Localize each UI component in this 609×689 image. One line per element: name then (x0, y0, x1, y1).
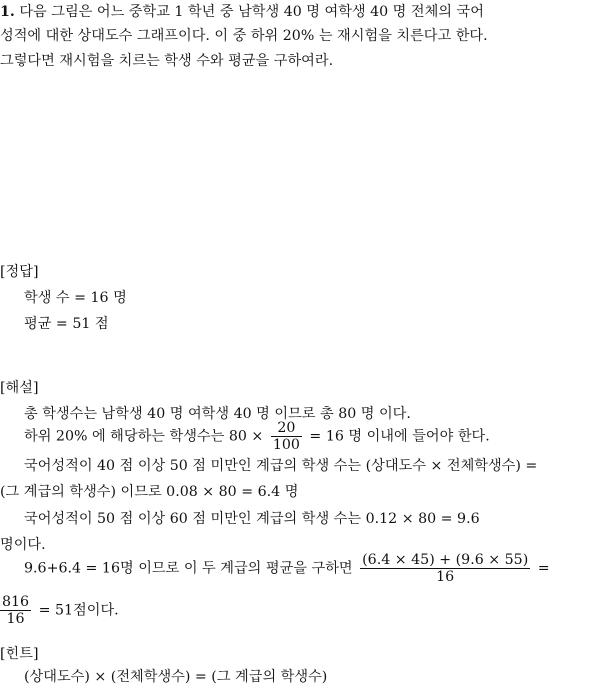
explanation-line-4: (그 계급의 학생수) 이므로 0.08 × 80 = 6.4 명 (0, 484, 299, 500)
fraction-numerator: (6.4 × 45) + (9.6 × 55) (362, 552, 529, 568)
explanation-heading: [해설] (0, 380, 39, 396)
explanation-line-2 (24, 420, 490, 453)
fraction-denominator: 16 (436, 569, 455, 585)
hint-line: (상대도수) × (전체학생수) = (그 계급의 학생수) (24, 669, 328, 685)
explanation-line-7-post: = (537, 560, 550, 577)
answer-average: 평균 = 51 점 (24, 316, 109, 332)
fraction-denominator: 100 (272, 437, 300, 453)
fraction-20-over-100 (271, 420, 302, 453)
explanation-line-8 (0, 594, 119, 627)
fraction-weighted-sum-over-16 (360, 552, 530, 585)
question-line-2: 성적에 대한 상대도수 그래프이다. 이 중 하위 20% 는 재시험을 치른다고 한다. (0, 28, 488, 44)
explanation-line-7 (24, 552, 550, 585)
explanation-line-5: 국어성적이 50 점 이상 60 점 미만인 계급의 학생 수는 0.12 × 80 = 9.6 (24, 511, 480, 527)
answer-student-count: 학생 수 = 16 명 (24, 290, 127, 306)
question-line-3: 그렇다면 재시험을 치르는 학생 수와 평균을 구하여라. (0, 53, 334, 69)
fraction-numerator: 20 (271, 420, 302, 437)
answer-heading: [정답] (0, 264, 39, 280)
explanation-line-1: 총 학생수는 남학생 40 명 여학생 40 명 이므로 총 80 명 이다. (24, 406, 411, 422)
explanation-line-8-post: = 51점이다. (38, 602, 119, 619)
fraction-816-over-16 (0, 594, 31, 627)
explanation-line-3: 국어성적이 40 점 이상 50 점 미만인 계급의 학생 수는 (상대도수 × 전체학생수) = (24, 458, 538, 474)
hint-heading: [힌트] (0, 646, 39, 662)
question-number: 1. (0, 4, 15, 20)
explanation-line-2-post: = 16 명 이내에 들어야 한다. (309, 428, 490, 445)
explanation-line-6: 명이다. (0, 537, 46, 553)
question-line-1 (0, 2, 484, 22)
explanation-line-2-pre: 하위 20% 에 해당하는 학생수는 80 × (24, 428, 264, 445)
explanation-line-7-pre: 9.6+6.4 = 16명 이므로 이 두 계급의 평균을 구하면 (24, 560, 353, 577)
fraction-numerator: 816 (2, 594, 30, 610)
fraction-denominator: 16 (6, 611, 25, 627)
question-text-1: 다음 그림은 어느 중학교 1 학년 중 남학생 40 명 여학생 40 명 전체의 국어 (19, 4, 484, 20)
